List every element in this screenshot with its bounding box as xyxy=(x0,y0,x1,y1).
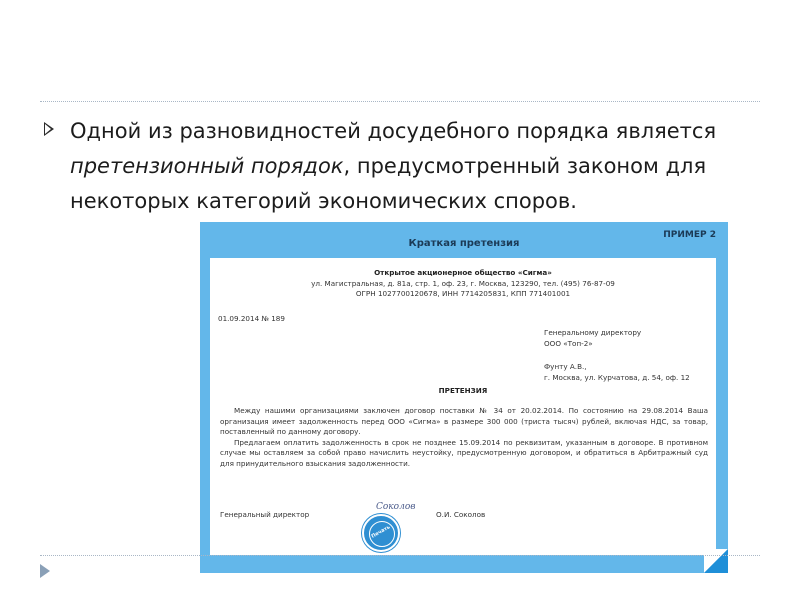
addressee-name-block xyxy=(544,362,690,383)
addressee-line: ООО «Топ-2» xyxy=(544,338,593,348)
handwritten-signature: Соколов xyxy=(376,502,416,512)
page-fold-icon xyxy=(704,549,728,573)
bottom-divider xyxy=(40,555,760,556)
bullet-text-start: Одной из разновидностей досудебного порядка является xyxy=(70,119,717,143)
document-title: Краткая претензия xyxy=(408,238,520,249)
addressee-block xyxy=(544,328,641,349)
bullet-text-end: , предусмотренный законом для некоторых категорий экономических споров. xyxy=(70,154,707,213)
addressee-line: г. Москва, ул. Курчатова, д. 54, оф. 12 xyxy=(544,372,690,382)
addressee-line: Фунту А.В., xyxy=(544,362,587,371)
signatory-role: Генеральный директор xyxy=(220,510,310,519)
bullet-text-emphasis: претензионный порядок xyxy=(70,154,344,178)
stamp-label: Печать xyxy=(370,524,392,540)
date-reference: 01.09.2014 № 189 xyxy=(218,314,285,323)
signatory-name: О.И. Соколов xyxy=(436,510,486,519)
example-label: ПРИМЕР 2 xyxy=(663,230,716,240)
org-name: Открытое акционерное общество «Сигма» xyxy=(374,268,552,277)
stamp-icon xyxy=(362,514,400,552)
slide-bullet-text xyxy=(70,114,750,219)
next-slide-arrow-icon[interactable] xyxy=(40,564,50,578)
bullet-arrow-icon xyxy=(44,122,54,136)
org-address: ул. Магистральная, д. 81а, стр. 1, оф. 23, г. Москва, 123290, тел. (495) 76-87-09 xyxy=(311,278,615,288)
claim-body xyxy=(220,406,708,469)
document-example-frame xyxy=(200,222,728,573)
claim-paragraph: Между нашими организациями заключен договор поставки № 34 от 20.02.2014. По состоянию на 29.08.2014 Ваша организация имеет задолженность перед ООО «Сигма» в размере 300 000 (триста тысяч) рублей, включая НДС, за товар, поставленный по данному договору. xyxy=(220,406,708,436)
addressee-line: Генеральному директору xyxy=(544,328,642,337)
top-divider xyxy=(40,101,760,102)
claim-heading: ПРЕТЕНЗИЯ xyxy=(438,386,488,395)
claim-paragraph: Предлагаем оплатить задолженность в срок не позднее 15.09.2014 по реквизитам, указанным в договоре. В противном случае мы оставляем за собой право начислить неустойку, предусмотренную договором, и обратиться в Арбитражный суд для принудительного взыскания задолженности. xyxy=(220,437,708,468)
org-ids: ОГРН 1027700120678, ИНН 7714205831, КПП 771401001 xyxy=(355,289,571,298)
letterhead xyxy=(210,268,716,300)
document-paper xyxy=(210,258,716,555)
